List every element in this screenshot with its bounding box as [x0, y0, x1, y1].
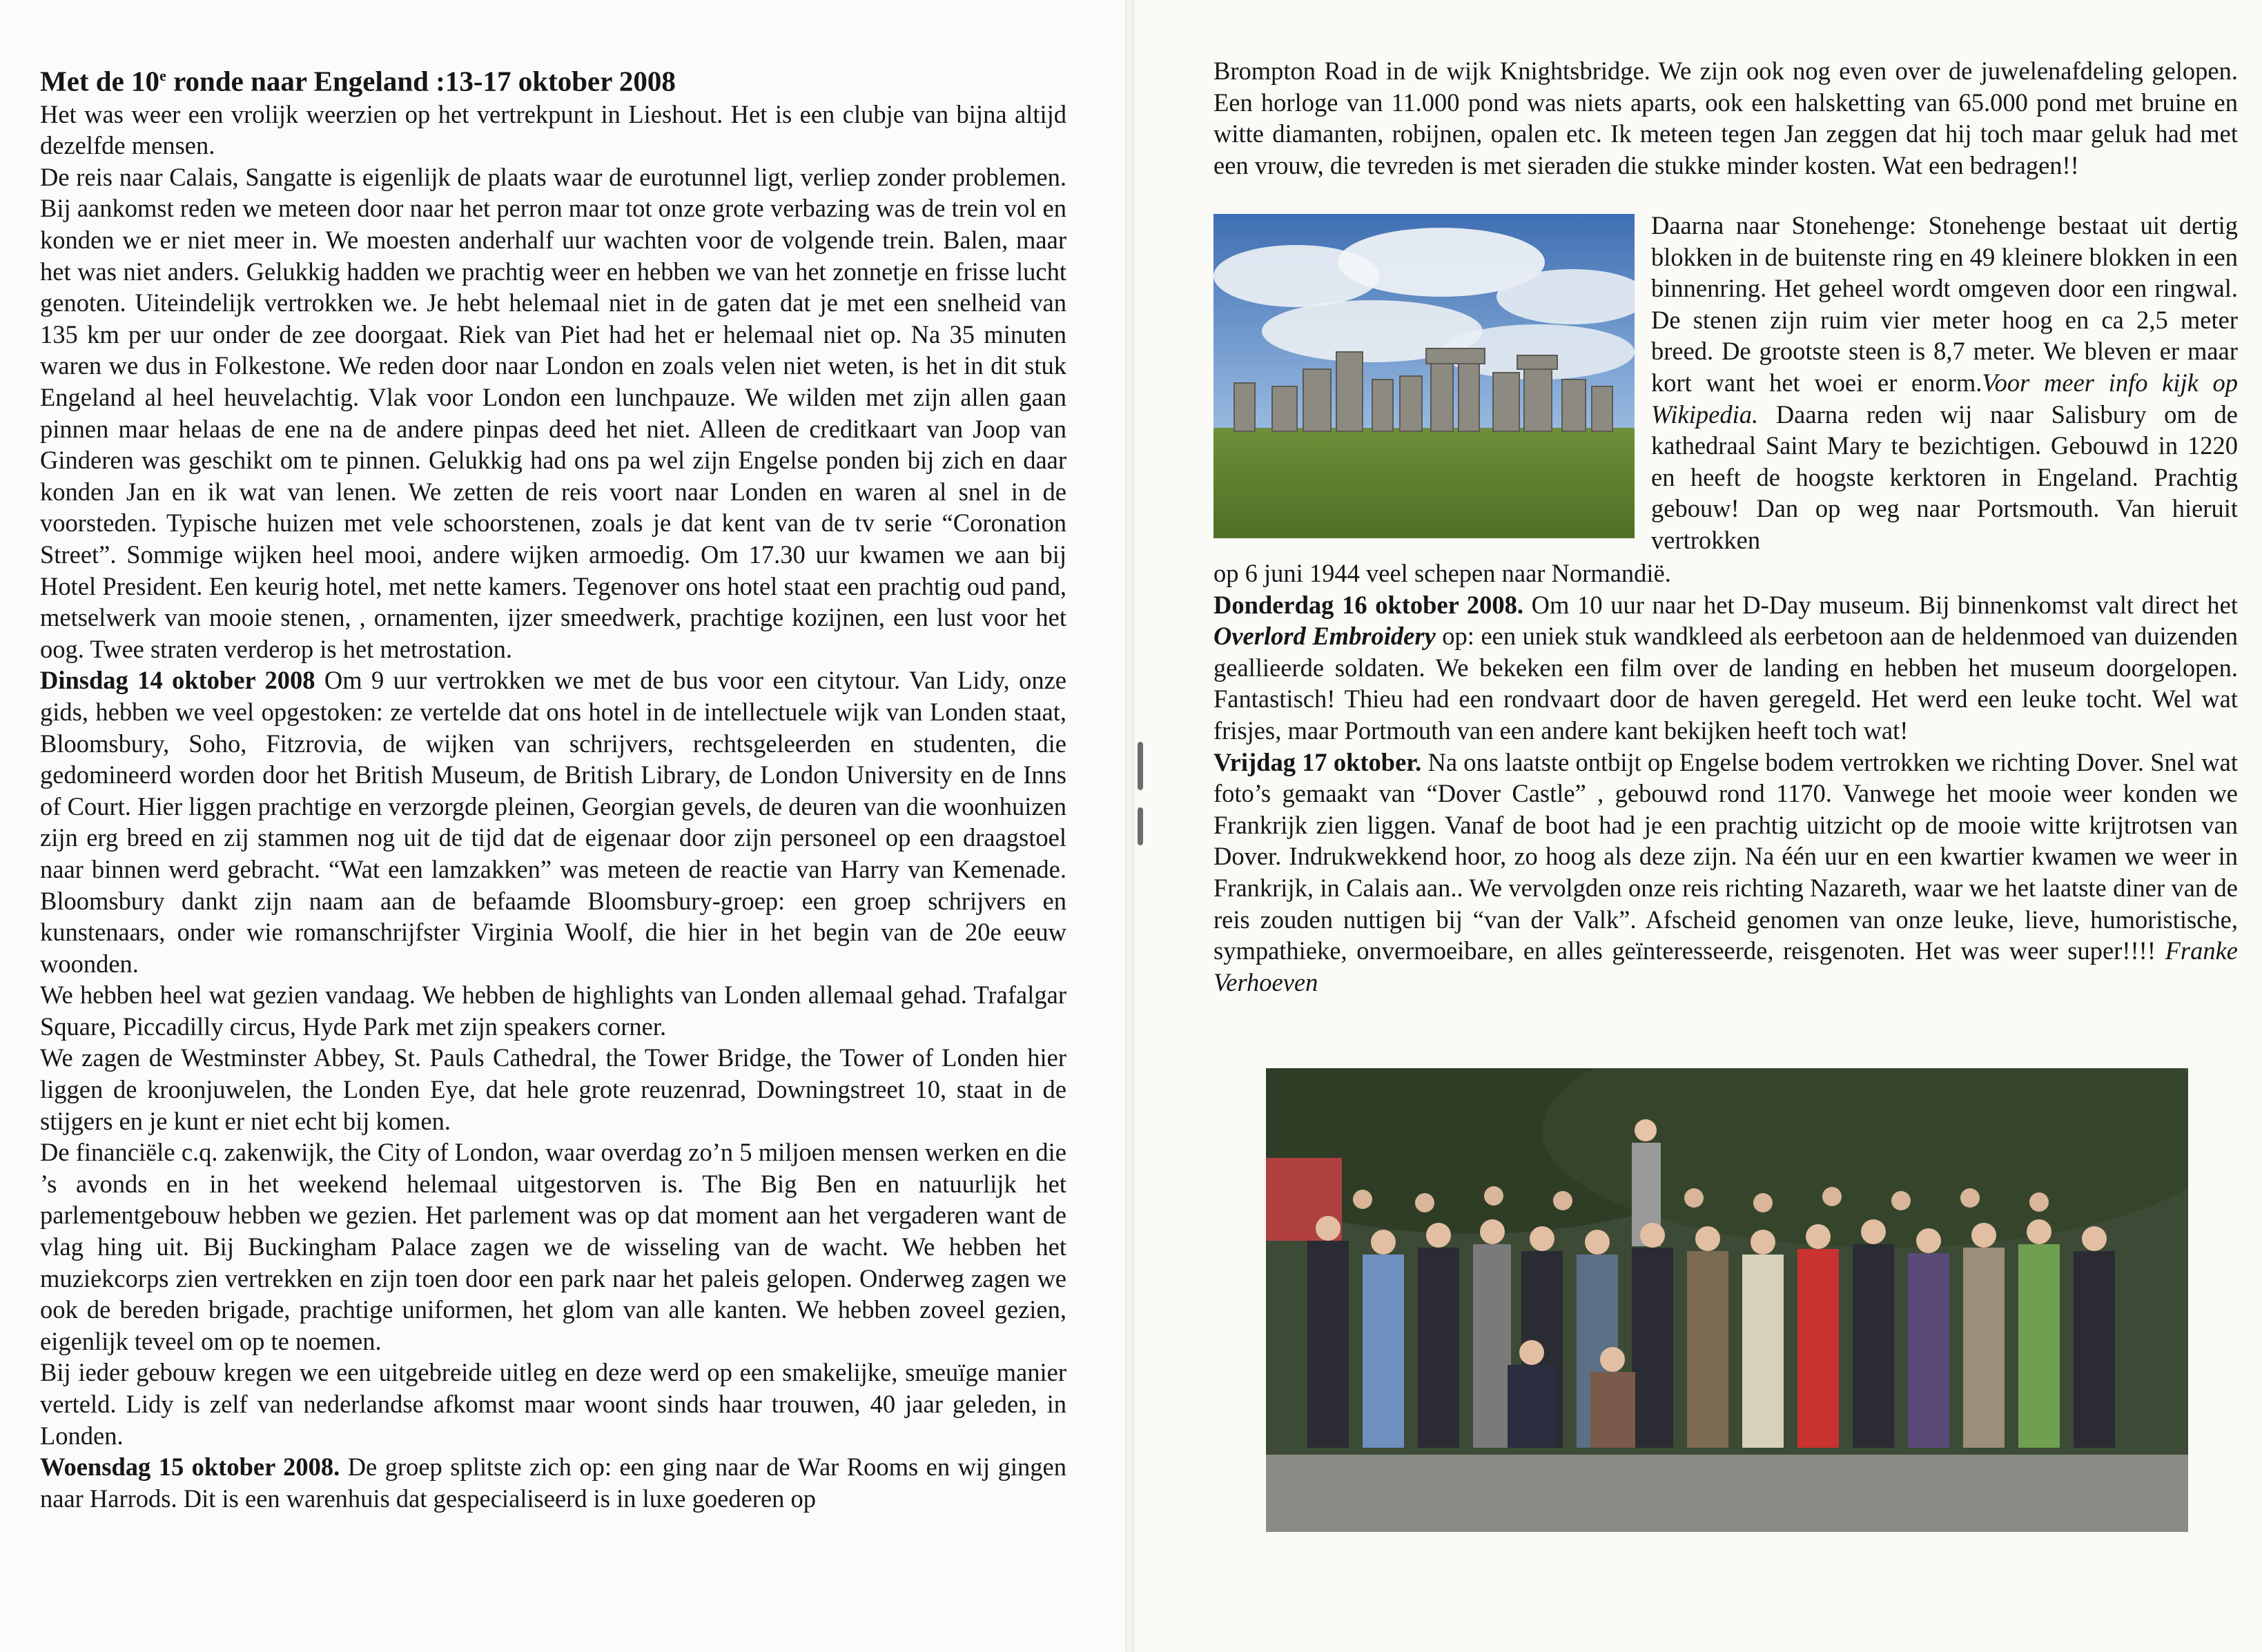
staple-bottom — [1138, 807, 1143, 845]
woensdag-heading: Woensdag 15 oktober 2008. — [40, 1453, 340, 1482]
paragraph-woensdag: Woensdag 15 oktober 2008. De groep splitste zich op: een ging naar de War Rooms en wij gingen naar Harrods. Dit is een warenhuis dat gespecialiseerd is in luxe goederen op — [40, 1453, 1066, 1513]
vrijdag-heading: Vrijdag 17 oktober. — [1213, 747, 1422, 776]
paragraph-westminster: We zagen de Westminster Abbey, St. Pauls Cathedral, the Tower Bridge, the Tower of Londen hier liggen de kroonjuwelen, the Londen Eye, dat hele grote reuzenrad, Downingstreet 10, staat in de stijgers en je kunt er niet echt bij komen. — [40, 1043, 1066, 1135]
paragraph-normandie: op 6 juni 1944 veel schepen naar Normandië. — [1213, 559, 1671, 587]
author-signature: Franke Verhoeven — [1213, 936, 2238, 996]
paragraph-donderdag: Donderdag 16 oktober 2008. Om 10 uur naar het D-Day museum. Bij binnenkomst valt direct het Overlord Embroidery op: een uniek stuk wandkleed als eerbetoon aan de heldenmoed van duizenden geallieerde soldaten. We bekeken een film over de landing en hebben het museum doorgelopen. Fantastisch! Thieu had een rondvaart door de haven geregeld. Het werd een leuke tocht. Wel wat frisjes, maar Portmouth van een andere kant bekijken heeft toch wat! — [1213, 590, 2239, 745]
stonehenge-text — [1651, 210, 2238, 556]
paragraph-vrijdag: Vrijdag 17 oktober. Na ons laatste ontbijt op Engelse bodem vertrokken we richting Dover. Snel wat foto’s gemaakt van “Dover Castle” , gebouwd rond 1170. Vanwege het mooie weer konden we Frankrijk zien liggen. Vanaf de boot had je een prachtig uitzicht op de mooie witte krijtrotsen van Dover. Indrukwekkend hoor, zo hoog als deze zijn. Na één uur en een kwartier kwamen we weer in Frankrijk, in Calais aan.. We vervolgden onze reis richting Nazareth, waar we het laatste diner van de reis zouden nuttigen bij “van der Valk”. Afscheid genomen van onze leuke, lieve, humoristische, sympathieke, onvermoeibare, en alles geïnteresseerde, reisgenoten. Het was weer super!!!! Franke Verhoeven — [1213, 747, 2239, 996]
wikipedia-note: Voor meer info kijk op Wikipedia. — [1651, 368, 2238, 429]
group-photo — [1266, 1068, 2188, 1532]
donderdag-heading: Donderdag 16 oktober 2008. — [1213, 590, 1524, 619]
stonehenge-photo — [1213, 214, 1635, 538]
paragraph-harrods: Brompton Road in de wijk Knightsbridge. We zijn ook nog even over de juwelenafdeling gelopen. Een horloge van 11.000 pond was niets aparts, ook een halsketting van 65.000 pond met bruine en witte diamanten, robijnen, opalen etc. Ik meteen tegen Jan zeggen dat hij toch maar geluk had met een vrouw, die tevreden is met sieraden die stukke minder kosten. Wat een bedragen!! — [1213, 57, 2238, 179]
paragraph-intro: Het was weer een vrolijk weerzien op het vertrekpunt in Lieshout. Het is een clubje van bijna altijd dezelfde mensen. — [40, 99, 1066, 160]
right-column-top — [1213, 55, 2238, 181]
paragraph-highlights: We hebben heel wat gezien vandaag. We hebben de highlights van Londen allemaal gehad. Trafalgar Square, Piccadilly circus, Hyde Park met zijn speakers corner. — [40, 981, 1066, 1041]
dinsdag-heading: Dinsdag 14 oktober 2008 — [40, 666, 315, 695]
staple-top — [1138, 742, 1143, 790]
overlord-embroidery: Overlord Embroidery — [1213, 622, 1436, 651]
stonehenge-paragraph: Daarna naar Stonehenge: Stonehenge bestaat uit dertig blokken in de buitenste ring en 49 kleinere blokken in een binnenring. Het geheel wordt omgeven door een ringwal. De stenen zijn ruim vier meter hoog en ca 2,5 meter breed. De grootste steen is 8,7 meter. We bleven er maar kort want het woei er enorm. — [1651, 211, 2238, 397]
salisbury-paragraph: Daarna reden wij naar Salisbury om de kathedraal Saint Mary te bezichtigen. Gebouwd in 1220 en heeft de hoogste kerktoren in Engeland. Prachtig gebouw! Dan op weg naar Portsmouth. Van hieruit vertrokken — [1651, 400, 2238, 554]
left-column — [40, 59, 1066, 1514]
article-title: Met de 10e ronde naar Engeland :13-17 oktober 2008 — [40, 65, 676, 97]
paragraph-travel: De reis naar Calais, Sangatte is eigenlijk de plaats waar de eurotunnel ligt, verliep zonder problemen. Bij aankomst reden we meteen door naar het perron maar tot onze grote verbazing was de trein vol en konden we er niet meer in. We moesten anderhalf uur wachten voor de volgende trein. Balen, maar het was niet anders. Gelukkig hadden we prachtig weer en hebben we van het zonnetje en frisse lucht genoten. Uiteindelijk vertrokken we. Je hebt helemaal niet in de gaten dat je met een snelheid van 135 km per uur onder de zee doorgaat. Riek van Piet had het er helemaal niet op. Na 35 minuten waren we dus in Folkestone. We reden door naar London en zoals velen niet weten, is het in dit stuk Engeland al heel heuvelachtig. Vlak voor London een lunchpauze. We wilden met zijn allen gaan pinnen maar helaas de ene na de andere pinpas deed het niet. Alleen de creditkaart van Joop van Ginderen was geschikt om te pinnen. Gelukkig had ons pa wel zijn Engelse ponden bij zich en daar konden Jan en ik wat van lenen. We zetten de reis voort naar Londen en waren al snel in de voorsteden. Typische huizen met vele schoorstenen, zoals je dat kent van de tv serie “Coronation Street”. Sommige wijken heel mooi, andere wijken armoedig. Om 17.30 uur kwamen we aan bij Hotel President. Een keurig hotel, met nette kamers. Tegenover ons hotel staat een prachtig oud pand, metselwerk van mooie stenen, , ornamenten, ijzer smeedwerk, prachtige kozijnen, een lust voor het oog. Twee straten verderop is het metrostation. — [40, 162, 1066, 663]
paragraph-uitleg: Bij ieder gebouw kregen we een uitgebreide uitleg en deze werd op een smakelijke, smeuïge manier verteld. Lidy is zelf van nederlandse afkomst maar woont sinds haar trouwen, 40 jaar geleden, in Londen. — [40, 1358, 1066, 1450]
paragraph-dinsdag: Dinsdag 14 oktober 2008 Om 9 uur vertrokken we met de bus voor een citytour. Van Lidy, onze gids, hebben we veel opgestoken: ze vertelde dat ons hotel in de intellectuele wijk van Londen staat, Bloomsbury, Soho, Fitzrovia, de wijken van schrijvers, rechtsgeleerden en studenten, die gedomineerd worden door het British Museum, de British Library, de London University en de Inns of Court. Hier liggen prachtige en verzorgde pleinen, Georgian gevels, de deuren van die woonhuizen zijn erg breed en zij stammen nog uit de tijd dat de eigenaar door zijn personeel op een draagstoel naar binnen werd gebracht. “Wat een lamzakken” was meteen de reactie van Harry van Kemenade. Bloomsbury dankt zijn naam aan de befaamde Bloomsbury-groep: een groep schrijvers en kunstenaars, onder wie romanschrijfster Virginia Woolf, die hier in het begin van de 20e eeuw woonden. — [40, 666, 1066, 978]
right-column-bottom — [1213, 558, 2238, 998]
page-fold — [1125, 0, 1135, 1652]
paragraph-city: De financiële c.q. zakenwijk, the City of London, waar overdag zo’n 5 miljoen mensen werken en die ’s avonds en in het weekend helemaal uitgestorven is. The Big Ben en natuurlijk het parlementgebouw hebben we gezien. Het parlement was op dat moment aan het vergaderen want de vlag hing uit. Bij Buckingham Palace zagen we de wisseling van de wacht. We hebben het muziekcorps zien vertrekken en zijn toen door een park naar het paleis gelopen. Onderweg zagen we ook de bereden brigade, prachtige uniformen, het glom van alle kanten. We hebben zoveel gezien, eigenlijk teveel om op te noemen. — [40, 1138, 1066, 1355]
